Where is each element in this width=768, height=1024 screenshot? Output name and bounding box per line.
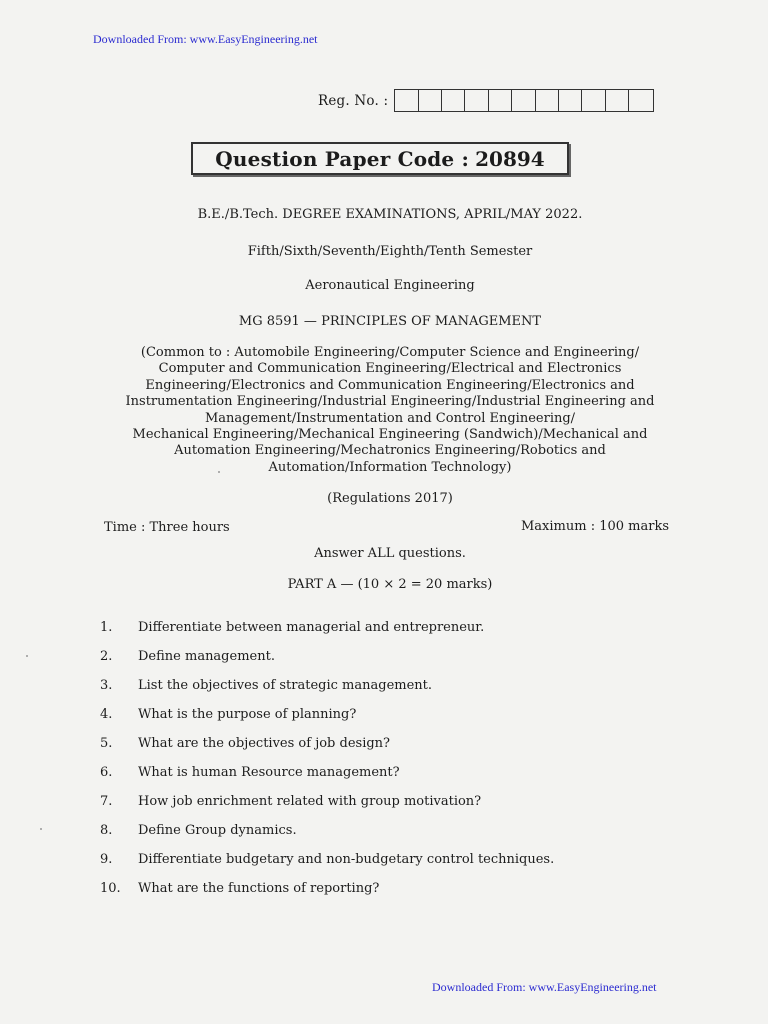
- question-item: [100, 852, 700, 881]
- semester-line: Fifth/Sixth/Seventh/Eighth/Tenth Semester: [247, 244, 533, 259]
- reg-no-box: [465, 90, 488, 111]
- question-item: [100, 620, 700, 649]
- question-number: 2.: [100, 649, 113, 664]
- question-number: 10.: [100, 881, 121, 896]
- question-number: 9.: [100, 852, 113, 867]
- question-item: [100, 707, 700, 736]
- scan-speck: [218, 471, 220, 473]
- question-number: 5.: [100, 736, 113, 751]
- question-text: How job enrichment related with group motivation?: [138, 794, 482, 809]
- common-to-line: Management/Instrumentation and Control Engineering/: [204, 410, 576, 426]
- subject-line: MG 8591 — PRINCIPLES OF MANAGEMENT: [238, 314, 542, 329]
- instruction-line: Answer ALL questions.: [314, 546, 466, 561]
- common-to-line: (Common to : Automobile Engineering/Computer Science and Engineering/: [140, 345, 640, 360]
- department-line: Aeronautical Engineering: [305, 278, 475, 293]
- reg-no-box: [582, 90, 605, 111]
- question-number: 8.: [100, 823, 113, 838]
- reg-no-box: [442, 90, 465, 111]
- reg-no-box: [606, 90, 629, 111]
- reg-no-field: [318, 89, 654, 112]
- common-to-line: Mechanical Engineering/Mechanical Engineering (Sandwich)/Mechanical and: [132, 427, 648, 443]
- question-item: [100, 678, 700, 707]
- question-item: [100, 736, 700, 765]
- common-to-line: Automation/Information Technology): [268, 459, 512, 475]
- question-number: 4.: [100, 707, 113, 722]
- download-source-link-top[interactable]: Downloaded From: www.EasyEngineering.net: [93, 32, 318, 46]
- question-item: [100, 881, 700, 910]
- reg-no-box: [512, 90, 535, 111]
- question-item: [100, 649, 700, 678]
- question-paper-code-label: Question Paper Code :: [215, 146, 470, 171]
- time-allowed: Time : Three hours: [104, 520, 230, 535]
- reg-no-box: [559, 90, 582, 111]
- question-paper-code-box: [191, 142, 569, 175]
- question-text: Define Group dynamics.: [138, 823, 297, 838]
- reg-no-box: [489, 90, 512, 111]
- part-a-heading: PART A — (10 × 2 = 20 marks): [287, 577, 493, 592]
- reg-no-label: Reg. No. :: [318, 92, 389, 109]
- question-list: [100, 620, 700, 910]
- question-number: 1.: [100, 620, 113, 635]
- download-source-link-bottom[interactable]: Downloaded From: www.EasyEngineering.net: [432, 980, 657, 994]
- common-to-line: Engineering/Electronics and Communication Engineering/Electronics and: [145, 377, 635, 393]
- question-text: Differentiate budgetary and non-budgetary control techniques.: [138, 852, 555, 867]
- question-text: What is the purpose of planning?: [138, 707, 357, 722]
- common-to-paragraph: [60, 345, 720, 476]
- question-number: 7.: [100, 794, 113, 809]
- reg-no-box: [395, 90, 418, 111]
- question-text: Differentiate between managerial and entrepreneur.: [138, 620, 485, 635]
- question-number: 6.: [100, 765, 113, 780]
- question-paper-code: 20894: [475, 146, 545, 171]
- question-text: What is human Resource management?: [138, 765, 400, 780]
- regulations-line: (Regulations 2017): [327, 491, 453, 506]
- common-to-line: Instrumentation Engineering/Industrial Engineering/Industrial Engineering and: [125, 394, 655, 410]
- question-number: 3.: [100, 678, 113, 693]
- reg-no-box: [629, 90, 652, 111]
- reg-no-box: [419, 90, 442, 111]
- question-item: [100, 765, 700, 794]
- reg-no-boxes: [394, 89, 653, 112]
- question-text: Define management.: [138, 649, 275, 664]
- reg-no-box: [536, 90, 559, 111]
- common-to-line: Automation Engineering/Mechatronics Engineering/Robotics and: [174, 443, 606, 459]
- question-text: List the objectives of strategic management.: [138, 678, 433, 693]
- question-text: What are the objectives of job design?: [138, 736, 391, 751]
- question-item: [100, 794, 700, 823]
- common-to-line: Computer and Communication Engineering/Electrical and Electronics: [158, 361, 622, 377]
- maximum-marks: Maximum : 100 marks: [521, 519, 670, 534]
- question-item: [100, 823, 700, 852]
- scan-speck: [26, 655, 28, 657]
- scan-speck: [40, 828, 42, 830]
- degree-line: B.E./B.Tech. DEGREE EXAMINATIONS, APRIL/MAY 2022.: [197, 207, 583, 222]
- question-text: What are the functions of reporting?: [138, 881, 380, 896]
